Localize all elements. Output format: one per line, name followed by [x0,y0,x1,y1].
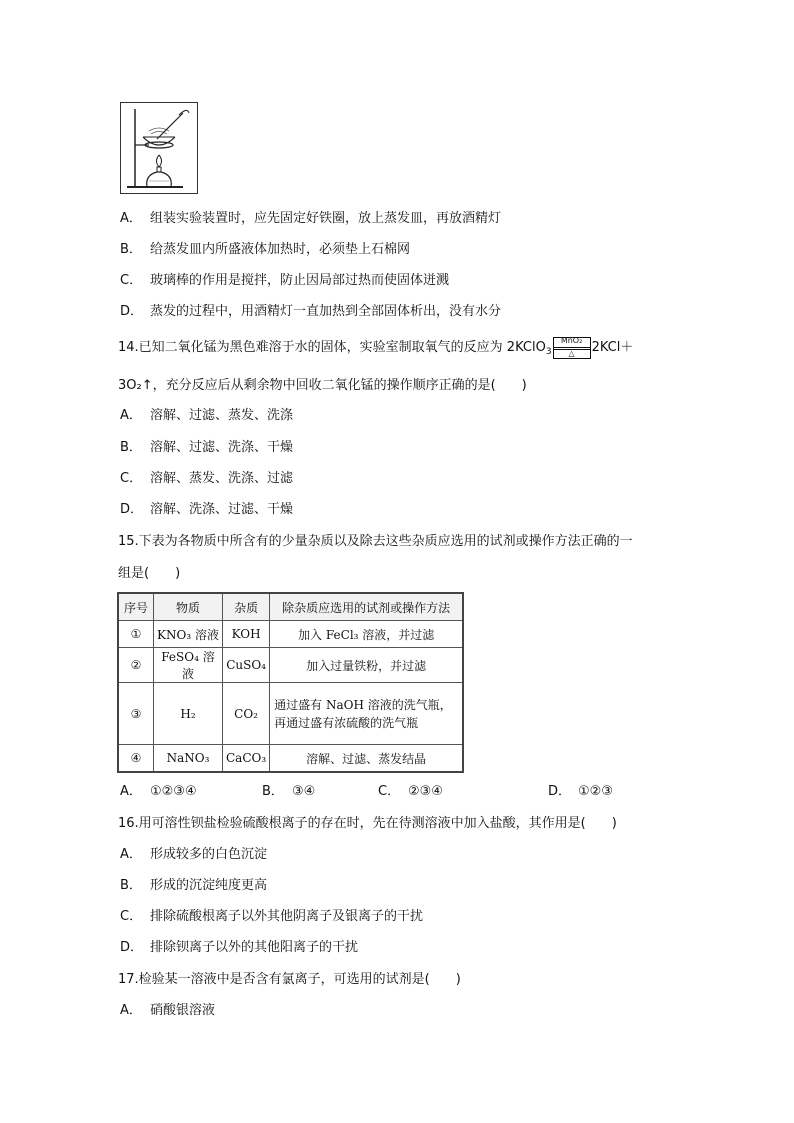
table-cell: ① [118,621,154,648]
table-cell: H₂ [154,683,223,745]
table-cell: CuSO₄ [223,648,270,683]
q16-option-b: B． 形成的沉淀纯度更高 [120,878,268,893]
table-row [118,648,463,683]
impurity-table [117,592,464,773]
q15-option-b: B． ③④ [262,784,316,799]
q16-option-d: D． 排除钡离子以外的其他阳离子的干扰 [120,940,359,955]
table-cell: 溶解、过滤、蒸发结晶 [270,745,464,773]
table-header-row [118,593,463,621]
q14-option-d: D． 溶解、洗涤、过滤、干燥 [120,502,294,517]
table-header-cell: 物质 [154,593,223,621]
q15-stem-line2: 组是( ) [118,566,181,581]
q13-option-c: C． 玻璃棒的作用是搅拌，防止因局部过热而使固体迸溅 [120,273,450,288]
q15-option-d: D． ①②③ [548,784,613,799]
q15-option-c: C． ②③④ [378,784,443,799]
q14-option-c: C． 溶解、蒸发、洗涤、过滤 [120,471,294,486]
table-cell: ② [118,648,154,683]
table-cell: 加入过量铁粉，并过滤 [270,648,464,683]
q14-stem-line1: 14.已知二氧化锰为黑色难溶于水的固体，实验室制取氧气的反应为 2KClO$_3$ MnO₂ △ 2KCl＋ [118,335,634,358]
table-row [118,745,463,773]
table-cell: FeSO₄ 溶液 [154,648,223,683]
q17-option-a: A． 硝酸银溶液 [120,1003,216,1018]
table-row [118,621,463,648]
table-header-cell: 杂质 [223,593,270,621]
q15-option-a: A． ①②③④ [120,784,197,799]
table-header-cell: 序号 [118,593,154,621]
table-cell: KNO₃ 溶液 [154,621,223,648]
evaporation-apparatus-figure [120,102,198,194]
q15-stem-line1: 15.下表为各物质中所含有的少量杂质以及除去这些杂质应选用的试剂或操作方法正确的一 [118,534,633,549]
q16-stem: 16.用可溶性钡盐检验硫酸根离子的存在时，先在待测溶液中加入盐酸，其作用是( ) [118,816,617,831]
q13-option-d: D． 蒸发的过程中，用酒精灯一直加热到全部固体析出，没有水分 [120,304,502,319]
table-cell: CaCO₃ [223,745,270,773]
q16-option-a: A． 形成较多的白色沉淀 [120,847,268,862]
q17-stem: 17.检验某一溶液中是否含有氯离子，可选用的试剂是( ) [118,972,461,987]
q16-option-c: C． 排除硫酸根离子以外其他阴离子及银离子的干扰 [120,909,424,924]
table-cell: 通过盛有 NaOH 溶液的洗气瓶，再通过盛有浓硫酸的洗气瓶 [270,683,464,745]
q13-option-a: A． 组装实验装置时，应先固定好铁圈，放上蒸发皿，再放酒精灯 [120,211,502,226]
q14-option-b: B． 溶解、过滤、洗涤、干燥 [120,440,294,455]
table-header-cell: 除杂质应选用的试剂或操作方法 [270,593,464,621]
q13-option-b: B． 给蒸发皿内所盛液体加热时，必须垫上石棉网 [120,242,411,257]
table-cell: CO₂ [223,683,270,745]
q14-option-a: A． 溶解、过滤、蒸发、洗涤 [120,408,294,423]
table-row [118,683,463,745]
table-cell: KOH [223,621,270,648]
table-cell: 加入 FeCl₃ 溶液，并过滤 [270,621,464,648]
table-cell: NaNO₃ [154,745,223,773]
q14-stem-line2: 3O₂↑，充分反应后从剩余物中回收二氧化锰的操作顺序正确的是( ) [118,378,527,393]
table-cell: ③ [118,683,154,745]
reaction-condition: MnO₂ △ [553,337,591,359]
evaporation-apparatus-icon [121,103,197,193]
table-cell: ④ [118,745,154,773]
